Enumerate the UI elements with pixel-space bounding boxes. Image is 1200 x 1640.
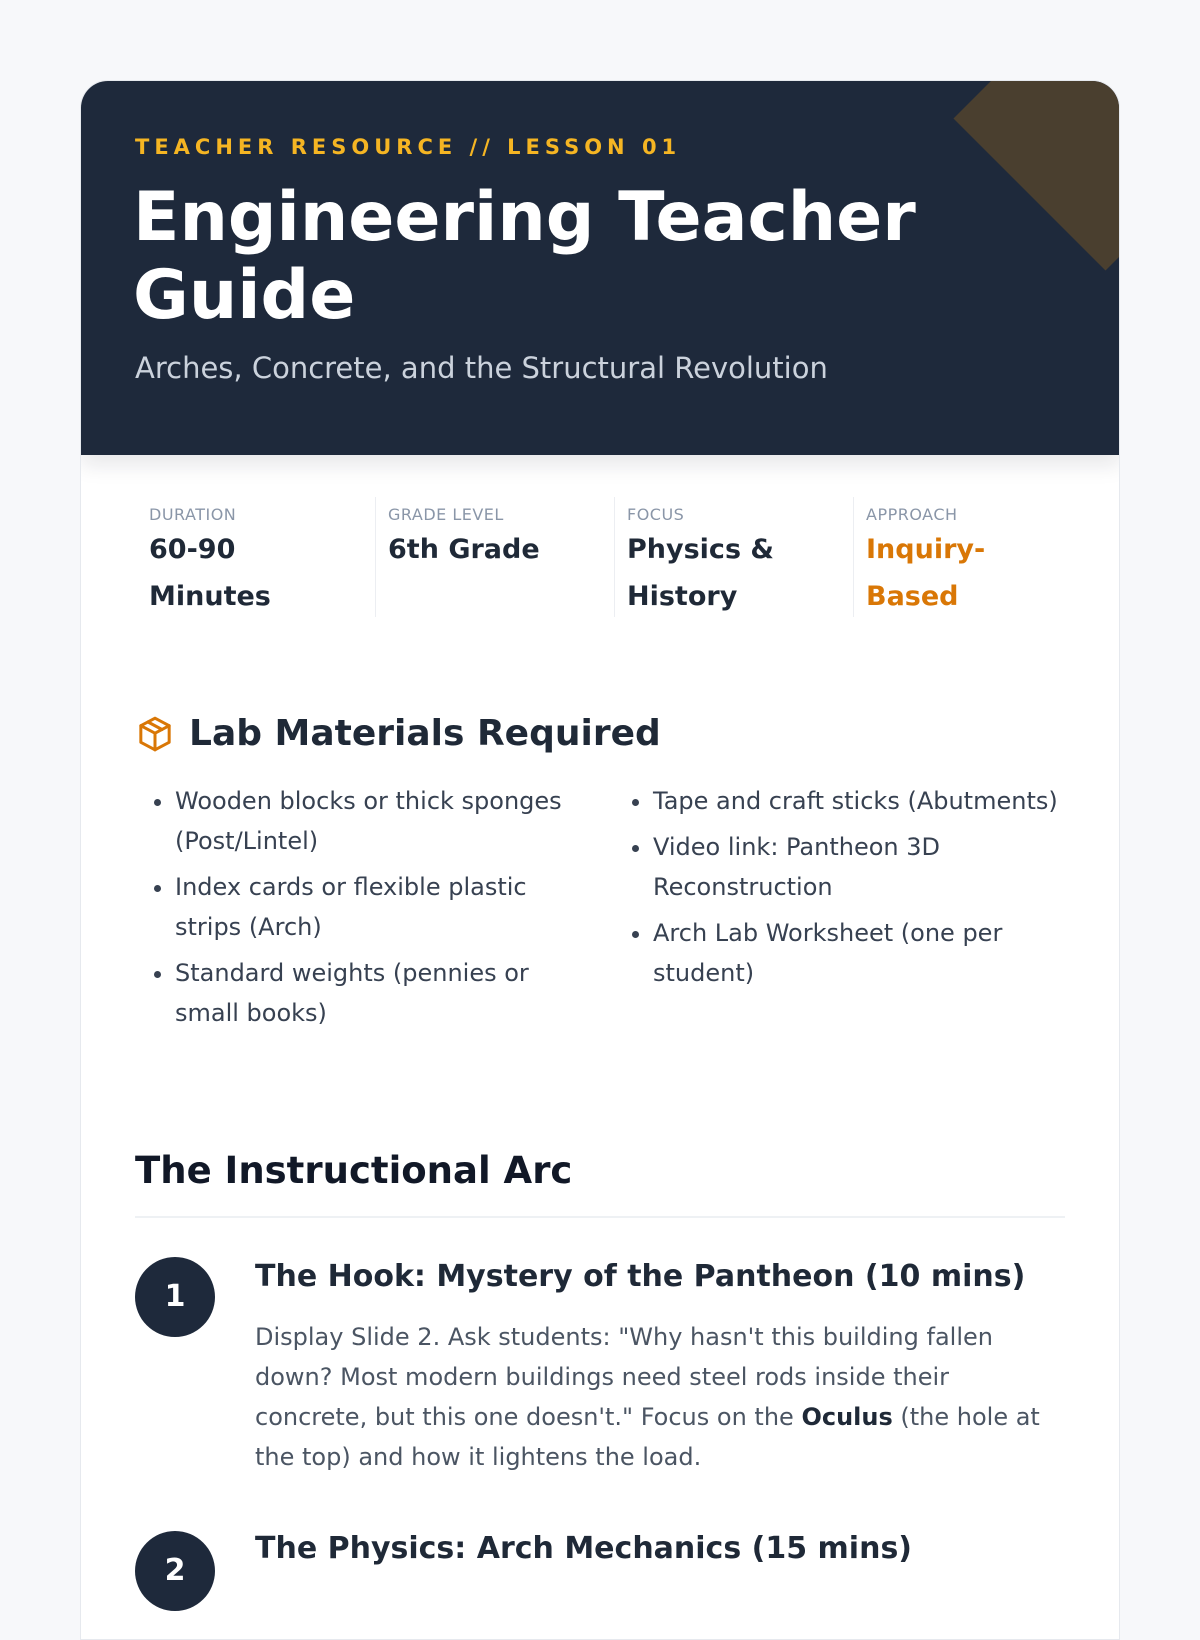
eyebrow-label: TEACHER RESOURCE // LESSON 01 xyxy=(135,135,682,159)
list-item: • Video link: Pantheon 3D Reconstruction xyxy=(653,827,1073,907)
meta-label: DURATION xyxy=(149,505,237,524)
step-number: 1 xyxy=(135,1257,215,1337)
step-text: (the hole at the top) and how it lightens the load. xyxy=(255,1403,1040,1471)
materials-column-right xyxy=(613,781,1073,1039)
step-title: The Hook: Mystery of the Pantheon (10 mins) xyxy=(255,1259,1026,1294)
page-subtitle: Arches, Concrete, and the Structural Revolution xyxy=(135,351,828,385)
meta-value: 60-90 Minutes xyxy=(149,534,271,612)
list-item: • Wooden blocks or thick sponges (Post/Lintel) xyxy=(175,781,565,861)
materials-heading xyxy=(135,713,661,754)
page-title: Engineering Teacher Guide xyxy=(133,178,916,335)
list-item: • Tape and craft sticks (Abutments) xyxy=(653,781,1073,821)
lesson-card xyxy=(80,80,1120,1640)
step-title: The Physics: Arch Mechanics (15 mins) xyxy=(255,1531,913,1566)
materials-title: Lab Materials Required xyxy=(189,713,661,754)
materials-column-left xyxy=(135,781,565,1039)
list-item: • Standard weights (pennies or small books) xyxy=(175,953,565,1033)
meta-value: Inquiry-Based xyxy=(866,534,986,612)
meta-duration xyxy=(137,497,376,617)
instructional-arc-title: The Instructional Arc xyxy=(135,1149,573,1192)
materials-list xyxy=(135,781,1095,1039)
step-number: 2 xyxy=(135,1531,215,1611)
meta-value: Physics & History xyxy=(627,534,774,612)
lesson-meta xyxy=(137,497,1095,617)
step-description xyxy=(255,1317,1055,1477)
list-item: • Index cards or flexible plastic strips (Arch) xyxy=(175,867,565,947)
hero-banner xyxy=(81,81,1120,455)
step-text-bold: Oculus xyxy=(801,1403,893,1431)
box-icon xyxy=(135,714,175,754)
meta-approach xyxy=(854,497,1093,617)
meta-label: GRADE LEVEL xyxy=(388,505,504,524)
meta-focus xyxy=(615,497,854,617)
meta-grade-level xyxy=(376,497,615,617)
step-text: Display Slide 2. Ask students: "Why hasn't this building fallen down? Most modern buildings need steel rods inside their concrete, but this one doesn't." Focus on the xyxy=(255,1323,993,1431)
meta-label: APPROACH xyxy=(866,505,958,524)
meta-value: 6th Grade xyxy=(388,534,540,565)
divider xyxy=(135,1216,1065,1218)
meta-label: FOCUS xyxy=(627,505,685,524)
list-item: • Arch Lab Worksheet (one per student) xyxy=(653,913,1073,993)
